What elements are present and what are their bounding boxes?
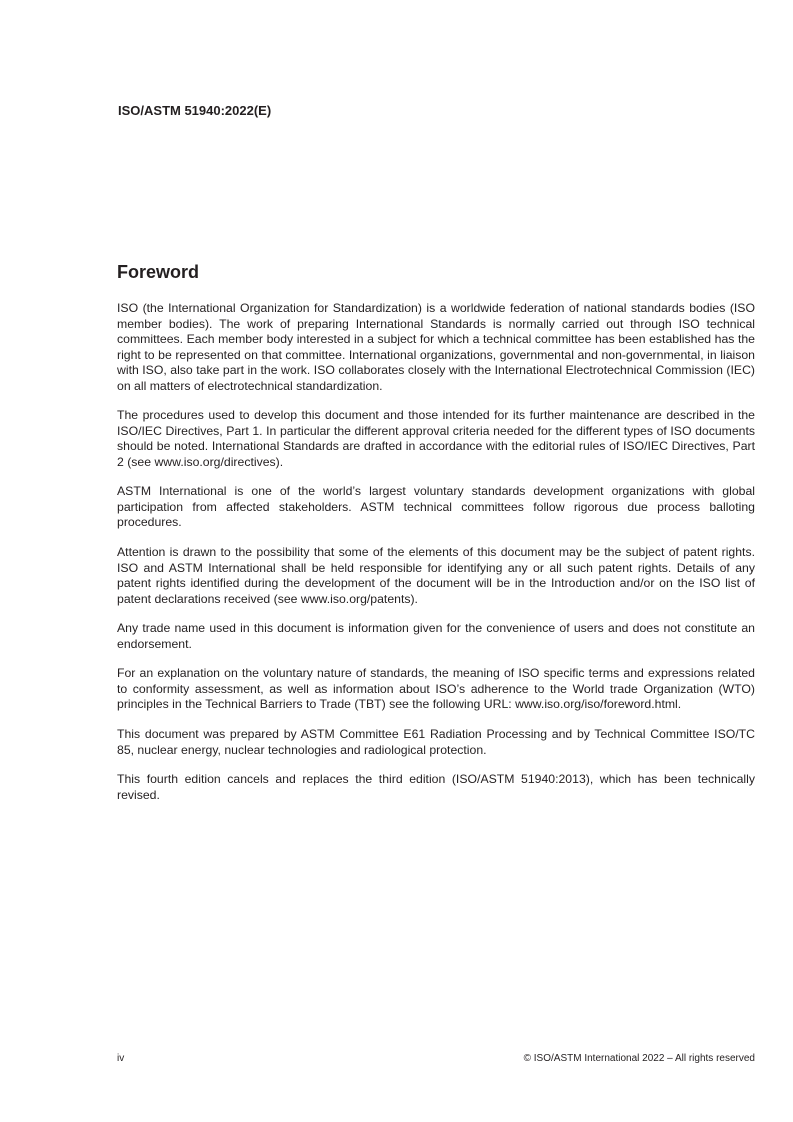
document-id-header: ISO/ASTM 51940:2022(E) bbox=[118, 103, 272, 118]
section-title: Foreword bbox=[117, 262, 200, 282]
paragraph-procedures: The procedures used to develop this document and those intended for its further maintenance are described in the ISO/IEC Directives, Part 1. In particular the different approval criteria needed for the different types of ISO documents should be noted. International Standards are drafted in accordance with the editorial rules of ISO/IEC Directives, Part 2 (see www.iso.org/directives). bbox=[117, 408, 755, 469]
page-number: iv bbox=[117, 1053, 125, 1064]
paragraph-astm: ASTM International is one of the world’s largest voluntary standards development organizations with global participation from affected stakeholders. ASTM technical committees follow rigorous due process balloting procedures. bbox=[117, 484, 755, 530]
paragraph-trade-name: Any trade name used in this document is information given for the convenience of users and does not constitute an endorsement. bbox=[117, 621, 755, 651]
paragraph-voluntary-nature: For an explanation on the voluntary nature of standards, the meaning of ISO specific terms and expressions related to conformity assessment, as well as information about ISO’s adherence to the World trade Organization (WTO) principles in the Technical Barriers to Trade (TBT) see the following URL: www.iso.org/iso/foreword.html. bbox=[117, 666, 755, 712]
copyright-notice: © ISO/ASTM International 2022 – All rights reserved bbox=[523, 1053, 755, 1064]
foreword-body bbox=[117, 301, 755, 818]
paragraph-patents: Attention is drawn to the possibility that some of the elements of this document may be the subject of patent rights. ISO and ASTM International shall be held responsible for identifying any or all such patent rights. Details of any patent rights identified during the development of the document will be in the Introduction and/or on the ISO list of patent declarations received (see www.iso.org/patents). bbox=[117, 545, 755, 606]
paragraph-committee: This document was prepared by ASTM Committee E61 Radiation Processing and by Technical Committee ISO/TC 85, nuclear energy, nuclear technologies and radiological protection. bbox=[117, 727, 755, 757]
paragraph-edition: This fourth edition cancels and replaces the third edition (ISO/ASTM 51940:2013), which has been technically revised. bbox=[117, 772, 755, 802]
paragraph-iso-intro: ISO (the International Organization for Standardization) is a worldwide federation of national standards bodies (ISO member bodies). The work of preparing International Standards is normally carried out through ISO technical committees. Each member body interested in a subject for which a technical committee has been established has the right to be represented on that committee. International organizations, governmental and non-governmental, in liaison with ISO, also take part in the work. ISO collaborates closely with the International Electrotechnical Commission (IEC) on all matters of electrotechnical standardization. bbox=[117, 301, 755, 393]
